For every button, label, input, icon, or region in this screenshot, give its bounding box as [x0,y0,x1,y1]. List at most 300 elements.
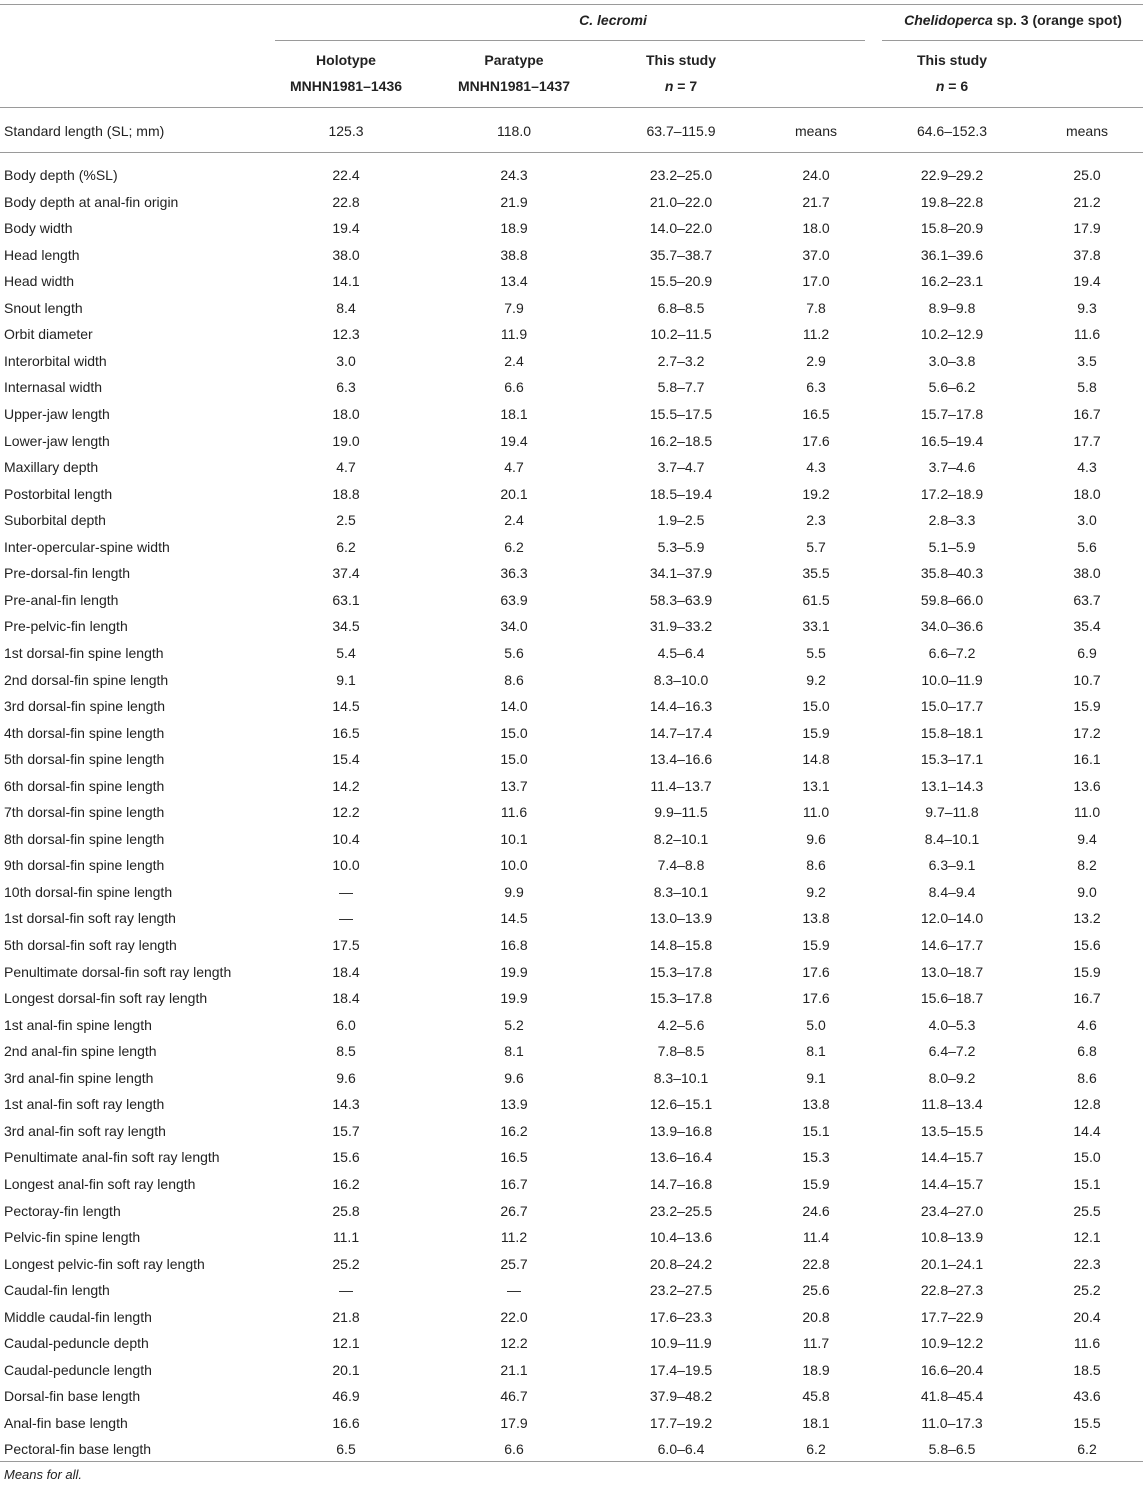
cell-study-lecromi: 8.3–10.1 [653,883,709,900]
cell-study-lecromi: 37.9–48.2 [649,1388,713,1405]
cell-study-sp3: 23.4–27.0 [920,1202,984,1219]
cell-holotype: 15.6 [332,1149,360,1166]
cell-holotype: — [339,883,353,900]
cell-paratype: 13.4 [500,273,528,290]
row-label: Body depth at anal-fin origin [4,193,179,210]
row-label: Caudal-peduncle depth [4,1335,149,1352]
cell-study-lecromi: 14.4–16.3 [649,698,713,714]
cell-means-lecromi: 6.2 [806,1441,826,1458]
cell-study-lecromi: 9.9–11.5 [654,804,708,821]
cell-paratype: 24.3 [500,167,528,183]
cell-paratype: 5.6 [504,644,524,661]
cell-means-sp3: 8.2 [1077,857,1097,874]
cell-study-lecromi: 13.6–16.4 [649,1149,713,1166]
table-row [0,880,1146,904]
cell-study-sp3: 14.4–15.7 [920,1149,984,1166]
cell-means-lecromi: 33.1 [802,618,830,635]
cell-study-sp3: 3.7–4.6 [928,459,976,476]
table-row [0,774,1146,798]
cell-study-lecromi: 4.2–5.6 [657,1016,705,1033]
row-label: Caudal-peduncle length [4,1361,152,1378]
cell-paratype: 15.0 [500,724,528,741]
table-row [0,1199,1146,1223]
cell-paratype: 16.7 [500,1175,528,1192]
group-rule-lecromi [275,40,865,41]
cell-study-lecromi: 14.7–17.4 [649,724,713,741]
standard-length-row [0,119,1146,143]
cell-study-lecromi: 17.6–23.3 [649,1308,713,1325]
cell-means-lecromi: 15.9 [802,724,830,741]
sl-study-sp3: 64.6–152.3 [916,123,988,139]
cell-paratype: 63.9 [500,591,528,608]
cell-means-lecromi: 20.8 [802,1308,830,1325]
cell-paratype: 8.1 [504,1043,524,1060]
cell-means-sp3: 63.7 [1073,591,1101,608]
cell-study-sp3: 5.8–6.5 [928,1441,976,1458]
cell-study-lecromi: 15.3–17.8 [649,990,713,1007]
cell-holotype: 34.5 [332,618,360,635]
cell-study-lecromi: 8.2–10.1 [653,830,709,847]
row-label: Orbit diameter [4,326,93,343]
cell-means-lecromi: 9.2 [806,883,826,900]
cell-study-sp3: 15.7–17.8 [920,406,984,422]
cell-means-lecromi: 45.8 [802,1388,830,1405]
cell-holotype: 19.4 [332,220,360,237]
table-row [0,482,1146,506]
cell-paratype: 14.0 [500,698,528,714]
row-label: Anal-fin base length [4,1414,128,1431]
cell-paratype: 19.9 [500,990,528,1007]
cell-study-lecromi: 15.3–17.8 [649,963,713,980]
cell-means-lecromi: 7.8 [806,299,826,316]
cell-holotype: 14.3 [332,1096,360,1113]
table-row [0,1119,1146,1143]
col-head-study-sp3-count: = 6 [944,78,969,94]
cell-paratype: 9.6 [504,1069,524,1086]
cell-holotype: 16.5 [332,724,360,741]
cell-means-sp3: 3.0 [1077,512,1097,529]
table-row [0,1039,1146,1063]
cell-study-sp3: 59.8–66.0 [920,591,984,608]
table-row [0,1172,1146,1196]
cell-means-sp3: 15.1 [1073,1175,1101,1192]
cell-holotype: 19.0 [332,432,360,449]
cell-holotype: 15.7 [332,1122,360,1139]
row-label: Head length [4,246,80,263]
cell-means-lecromi: 13.1 [802,777,830,794]
cell-study-sp3: 8.4–10.1 [924,830,980,847]
cell-paratype: 4.7 [504,459,524,476]
cell-means-sp3: 9.0 [1077,883,1097,900]
cell-study-sp3: 41.8–45.4 [920,1388,984,1405]
cell-means-lecromi: 8.6 [806,857,826,874]
cell-means-sp3: 13.2 [1073,910,1101,927]
table-row [0,986,1146,1010]
group-title-sp3-genus: Chelidoperca [904,12,993,28]
cell-paratype: 21.1 [500,1361,528,1378]
row-label: Body depth (%SL) [4,167,118,183]
cell-means-sp3: 43.6 [1073,1388,1101,1405]
cell-paratype: 2.4 [504,352,524,369]
cell-means-lecromi: 19.2 [802,485,830,502]
cell-paratype: 17.9 [500,1414,528,1431]
cell-means-lecromi: 2.3 [806,512,826,529]
cell-study-lecromi: 13.0–13.9 [649,910,713,927]
cell-study-sp3: 14.4–15.7 [920,1175,984,1192]
cell-means-lecromi: 15.9 [802,1175,830,1192]
cell-study-lecromi: 5.8–7.7 [657,379,705,396]
cell-means-sp3: 6.2 [1077,1441,1097,1458]
cell-study-sp3: 10.9–12.2 [920,1335,984,1352]
row-label: 5th dorsal-fin spine length [4,751,165,768]
cell-study-lecromi: 12.6–15.1 [649,1096,713,1113]
top-rule [0,4,1143,5]
cell-paratype: 9.9 [504,883,524,900]
col-head-study-sp3-line2 [872,73,1032,99]
group-rule-sp3 [882,40,1143,41]
cell-study-sp3: 13.0–18.7 [920,963,984,980]
cell-means-sp3: 15.5 [1073,1414,1101,1431]
row-label: Dorsal-fin base length [4,1388,141,1405]
cell-means-sp3: 11.6 [1073,326,1101,343]
group-title-lecromi: C. lecromi [579,12,647,28]
cell-means-lecromi: 11.7 [802,1335,830,1352]
cell-study-sp3: 10.0–11.9 [921,671,983,688]
cell-holotype: 14.1 [332,273,360,290]
cell-holotype: 4.7 [336,459,356,476]
cell-holotype: 12.2 [332,804,360,821]
cell-study-sp3: 9.7–11.8 [925,804,979,821]
row-label: Internasal width [4,379,103,396]
cell-holotype: 18.8 [332,485,360,502]
cell-study-sp3: 13.1–14.3 [920,777,984,794]
cell-holotype: 11.1 [332,1229,360,1245]
cell-means-lecromi: 15.0 [802,698,830,714]
cell-paratype: 18.9 [500,220,528,237]
table-footnote: Means for all. [4,1467,83,1482]
cell-means-lecromi: 22.8 [802,1255,830,1272]
cell-study-lecromi: 21.0–22.0 [649,193,713,210]
cell-study-lecromi: 10.2–11.5 [650,326,712,343]
cell-holotype: 17.5 [332,937,360,953]
cell-study-sp3: 35.8–40.3 [920,565,984,582]
cell-study-sp3: 4.0–5.3 [928,1016,976,1033]
cell-holotype: 2.5 [336,512,356,529]
row-label: Postorbital length [4,485,113,502]
table-row [0,508,1146,532]
cell-study-sp3: 2.8–3.3 [928,512,976,529]
col-head-paratype-line2: MNHN1981–1437 [457,78,571,94]
cell-study-lecromi: 14.8–15.8 [649,937,713,953]
cell-study-lecromi: 6.0–6.4 [657,1441,705,1458]
cell-study-sp3: 16.5–19.4 [920,432,984,449]
cell-paratype: 36.3 [500,565,528,582]
cell-holotype: — [339,910,353,927]
cell-means-lecromi: 17.0 [802,273,830,290]
table-row [0,296,1146,320]
cell-holotype: 9.1 [336,671,356,688]
cell-study-lecromi: 13.9–16.8 [649,1122,713,1139]
table-row [0,216,1146,240]
cell-means-lecromi: 35.5 [802,565,830,582]
table-row [0,906,1146,930]
cell-means-lecromi: 8.1 [806,1043,826,1060]
col-head-holotype-line2: MNHN1981–1436 [289,78,403,94]
cell-study-lecromi: 35.7–38.7 [649,246,713,263]
cell-holotype: 25.2 [332,1255,360,1272]
table-row [0,960,1146,984]
table-row [0,375,1146,399]
cell-holotype: 21.8 [332,1308,360,1325]
cell-study-lecromi: 20.8–24.2 [649,1255,713,1272]
cell-paratype: 20.1 [500,485,528,502]
row-label: 4th dorsal-fin spine length [4,724,165,741]
cell-means-sp3: 18.5 [1073,1361,1101,1378]
cell-study-lecromi: 10.9–11.9 [650,1335,712,1352]
row-label: Longest dorsal-fin soft ray length [4,990,208,1007]
row-label: Pre-anal-fin length [4,591,119,608]
cell-study-lecromi: 58.3–63.9 [649,591,713,608]
cell-holotype: 25.8 [332,1202,360,1219]
cell-means-sp3: 11.0 [1073,804,1101,821]
cell-study-lecromi: 17.7–19.2 [649,1414,713,1431]
cell-means-sp3: 15.9 [1073,698,1101,714]
cell-study-lecromi: 8.3–10.1 [653,1069,709,1086]
cell-holotype: 16.2 [332,1175,360,1192]
cell-means-lecromi: 5.7 [806,538,826,555]
cell-paratype: 22.0 [500,1308,528,1325]
cell-means-sp3: 4.6 [1077,1016,1097,1033]
cell-study-sp3: 17.7–22.9 [920,1308,984,1325]
cell-study-sp3: 8.0–9.2 [928,1069,976,1086]
cell-means-lecromi: 17.6 [802,432,830,449]
table-row [0,747,1146,771]
col-head-study-sp3-line1: This study [916,52,987,68]
cell-study-sp3: 11.0–17.3 [921,1414,983,1431]
table-row [0,721,1146,745]
cell-holotype: 6.3 [336,379,356,396]
row-label: Snout length [4,299,83,316]
cell-means-sp3: 5.6 [1077,538,1097,555]
row-label: Pre-dorsal-fin length [4,565,131,582]
cell-means-lecromi: 2.9 [806,352,826,369]
cell-means-sp3: 22.3 [1073,1255,1101,1272]
cell-paratype: 11.2 [500,1229,528,1245]
row-label: Inter-opercular-spine width [4,538,170,555]
sl-means-sp3: means [1065,123,1109,139]
row-label: Longest pelvic-fin soft ray length [4,1255,205,1272]
table-row [0,455,1146,479]
row-label: Interorbital width [4,352,107,369]
table-row [0,588,1146,612]
table-row [0,1278,1146,1302]
cell-holotype: 22.4 [332,167,360,183]
cell-study-lecromi: 4.5–6.4 [657,644,705,661]
cell-means-sp3: 11.6 [1073,1335,1101,1352]
cell-means-lecromi: 24.6 [802,1202,830,1219]
cell-paratype: 13.7 [500,777,528,794]
cell-means-lecromi: 5.0 [806,1016,826,1033]
cell-holotype: 9.6 [336,1069,356,1086]
cell-means-sp3: 3.5 [1077,352,1097,369]
cell-paratype: 18.1 [500,406,528,422]
sl-rule [0,152,1143,153]
group-header-sp3 [880,12,1146,28]
cell-means-sp3: 35.4 [1073,618,1101,635]
col-head-study-sp3-n: n [935,78,945,94]
cell-paratype: 11.6 [500,804,528,821]
sl-means-lecromi: means [794,123,838,139]
table-row [0,614,1146,638]
cell-means-sp3: 37.8 [1073,246,1101,263]
row-label: 5th dorsal-fin soft ray length [4,937,177,953]
cell-study-lecromi: 15.5–17.5 [649,406,713,422]
cell-holotype: 16.6 [332,1414,360,1431]
cell-means-lecromi: 18.9 [802,1361,830,1378]
cell-study-lecromi: 2.7–3.2 [657,352,705,369]
col-head-study-lecromi-n: n [664,78,674,94]
cell-study-lecromi: 17.4–19.5 [649,1361,713,1378]
cell-paratype: 16.5 [500,1149,528,1166]
cell-study-sp3: 36.1–39.6 [920,246,984,263]
cell-study-sp3: 34.0–36.6 [920,618,984,635]
table-row [0,1384,1146,1408]
cell-paratype: 25.7 [500,1255,528,1272]
row-label: Maxillary depth [4,459,99,476]
table-row [0,1305,1146,1329]
row-label: Penultimate anal-fin soft ray length [4,1149,220,1166]
cell-study-sp3: 15.0–17.7 [920,698,984,714]
table-row [0,668,1146,692]
cell-means-sp3: 14.4 [1073,1122,1101,1139]
sl-holotype: 125.3 [328,123,364,139]
cell-means-sp3: 17.9 [1073,220,1101,237]
cell-study-sp3: 17.2–18.9 [920,485,984,502]
cell-means-lecromi: 24.0 [802,167,830,183]
cell-holotype: 18.4 [332,963,360,980]
cell-holotype: 37.4 [332,565,360,582]
cell-means-lecromi: 11.0 [802,804,830,821]
row-label: 6th dorsal-fin spine length [4,777,165,794]
cell-study-lecromi: 5.3–5.9 [657,538,705,555]
cell-means-sp3: 15.6 [1073,937,1101,953]
cell-study-lecromi: 6.8–8.5 [657,299,705,316]
table-row [0,190,1146,214]
cell-means-lecromi: 37.0 [802,246,830,263]
row-label: Upper-jaw length [4,406,110,422]
cell-study-sp3: 16.2–23.1 [920,273,984,290]
cell-holotype: 5.4 [336,644,356,661]
col-head-study-lecromi-line1: This study [645,52,716,68]
cell-study-lecromi: 7.4–8.8 [657,857,705,874]
cell-means-sp3: 20.4 [1073,1308,1101,1325]
cell-paratype: 19.9 [500,963,528,980]
cell-means-lecromi: 13.8 [802,910,830,927]
cell-study-lecromi: 13.4–16.6 [649,751,713,768]
group-header-lecromi [420,12,806,28]
cell-means-sp3: 18.0 [1073,485,1101,502]
cell-means-sp3: 21.2 [1073,193,1101,210]
cell-study-sp3: 5.6–6.2 [928,379,976,396]
row-label: 1st anal-fin spine length [4,1016,152,1033]
table-row [0,429,1146,453]
cell-paratype: 10.0 [500,857,528,874]
cell-means-sp3: 10.7 [1073,671,1101,688]
row-label: Middle caudal-fin length [4,1308,152,1325]
cell-study-sp3: 22.9–29.2 [920,167,984,183]
col-head-study-lecromi [601,47,761,99]
cell-study-sp3: 6.3–9.1 [928,857,976,874]
table-row [0,1066,1146,1090]
cell-paratype: 2.4 [504,512,524,529]
col-head-paratype [434,47,594,99]
row-label: 1st anal-fin soft ray length [4,1096,165,1113]
cell-paratype: 21.9 [500,193,528,210]
row-label: 10th dorsal-fin spine length [4,883,173,900]
table-row [0,1411,1146,1435]
row-label: 2nd dorsal-fin spine length [4,671,169,688]
sl-study-lecromi: 63.7–115.9 [646,123,716,139]
cell-paratype: 19.4 [500,432,528,449]
cell-holotype: 18.0 [332,406,360,422]
row-label: 3rd anal-fin spine length [4,1069,154,1086]
cell-study-lecromi: 14.7–16.8 [649,1175,713,1192]
row-label: Pectoral-fin base length [4,1441,152,1458]
cell-study-sp3: 16.6–20.4 [920,1361,984,1378]
cell-paratype: 10.1 [500,830,528,847]
cell-study-sp3: 22.8–27.3 [920,1282,984,1299]
cell-study-sp3: 6.6–7.2 [928,644,976,661]
cell-study-sp3: 6.4–7.2 [928,1043,976,1060]
cell-paratype: 12.2 [500,1335,528,1352]
cell-study-sp3: 11.8–13.4 [921,1096,983,1113]
col-head-study-sp3 [872,47,1032,99]
cell-holotype: 20.1 [332,1361,360,1378]
cell-means-lecromi: 13.8 [802,1096,830,1113]
table-row [0,800,1146,824]
table-row [0,933,1146,957]
row-label: Penultimate dorsal-fin soft ray length [4,963,232,980]
cell-means-lecromi: 15.1 [802,1122,830,1139]
cell-study-lecromi: 7.8–8.5 [657,1043,705,1060]
cell-study-sp3: 15.6–18.7 [920,990,984,1007]
row-label: 3rd anal-fin soft ray length [4,1122,166,1139]
cell-paratype: — [507,1282,521,1299]
cell-means-sp3: 19.4 [1073,273,1101,290]
cell-means-lecromi: 18.1 [802,1414,830,1431]
cell-holotype: 22.8 [332,193,360,210]
cell-study-lecromi: 15.5–20.9 [649,273,713,290]
table-row [0,349,1146,373]
cell-paratype: 46.7 [500,1388,528,1405]
cell-study-lecromi: 34.1–37.9 [649,565,713,582]
cell-means-lecromi: 25.6 [802,1282,830,1299]
row-label: 9th dorsal-fin spine length [4,857,165,874]
table-row [0,1331,1146,1355]
cell-means-lecromi: 17.6 [802,990,830,1007]
cell-study-sp3: 12.0–14.0 [920,910,984,927]
cell-means-sp3: 12.8 [1073,1096,1101,1113]
cell-means-sp3: 17.7 [1073,432,1101,449]
cell-paratype: 6.2 [504,538,524,555]
cell-study-lecromi: 23.2–25.5 [649,1202,713,1219]
table-row [0,535,1146,559]
cell-means-sp3: 9.4 [1077,830,1097,847]
cell-paratype: 11.9 [500,326,528,343]
cell-holotype: 46.9 [332,1388,360,1405]
row-label: Body width [4,220,73,237]
cell-holotype: 14.5 [332,698,360,714]
